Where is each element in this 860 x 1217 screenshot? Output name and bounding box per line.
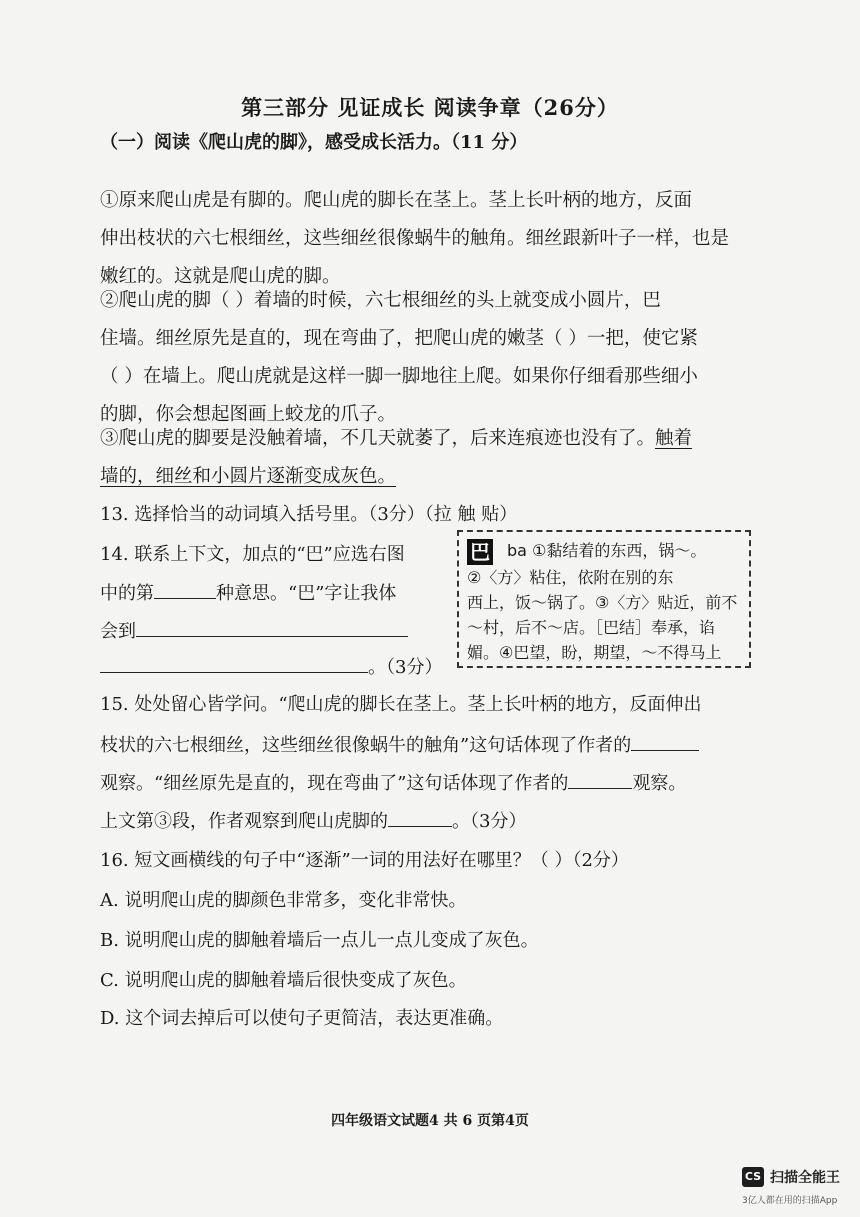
scanner-tagline: 3亿人都在用的扫描App — [742, 1196, 838, 1206]
passage-line: 的脚，你会想起图画上蛟龙的爪子。 — [100, 404, 397, 425]
answer-blank[interactable] — [154, 578, 216, 599]
section-title: 第三部分 见证成长 阅读争章（26分） — [241, 95, 619, 120]
question-15-line-3 — [100, 768, 686, 795]
question-text: 种意思。“巴”字让我体 — [216, 583, 397, 604]
page-footer: 四年级语文试题4 共 6 页第4页 — [331, 1113, 529, 1129]
dictionary-line: 媚。④巴望，盼，期望，～不得马上 — [467, 642, 722, 662]
question-text: 枝状的六七根细丝，这些细丝很像蜗牛的触角”这句话体现了作者的 — [100, 735, 632, 756]
reading-subtitle: （一）阅读《爬山虎的脚》，感受成长活力。（11 分） — [100, 132, 528, 153]
question-16: 16. 短文画横线的句子中“逐渐”一词的用法好在哪里？（ ）（2分） — [100, 850, 629, 871]
option-d[interactable]: D. 这个词去掉后可以使句子更简洁，表达更准确。 — [100, 1008, 504, 1029]
underlined-sentence: 触着 — [655, 428, 693, 449]
passage-line: 住墙。细丝原先是直的，现在弯曲了，把爬山虎的嫩茎（ ）一把，使它紧 — [100, 328, 698, 349]
dictionary-text: ba ①黏结着的东西，锅～。 — [507, 541, 707, 560]
answer-blank[interactable] — [631, 730, 699, 751]
question-text: 。（3分） — [368, 657, 443, 678]
passage-paragraph-3 — [100, 420, 755, 496]
scanner-logo-icon: CS — [742, 1167, 764, 1187]
passage-line — [100, 420, 755, 458]
option-b[interactable]: B. 说明爬山虎的脚触着墙后一点儿一点儿变成了灰色。 — [100, 930, 539, 951]
question-14-line-4 — [100, 652, 442, 679]
passage-line: 嫩红的。这就是爬山虎的脚。 — [100, 266, 341, 287]
dictionary-headword: 巴 — [467, 539, 493, 565]
question-text: 会到 — [100, 621, 136, 642]
passage-paragraph-2 — [100, 282, 755, 434]
dictionary-line — [467, 538, 745, 565]
question-14-line-1: 14. 联系上下文，加点的“巴”应选右图 — [100, 544, 405, 565]
option-c[interactable]: C. 说明爬山虎的脚触着墙后很快变成了灰色。 — [100, 970, 467, 991]
question-15-line-2 — [100, 730, 699, 757]
question-text: 中的第 — [100, 583, 154, 604]
underlined-sentence: 墙的，细丝和小圆片逐渐变成灰色。 — [100, 466, 397, 487]
question-14-line-2 — [100, 578, 396, 605]
answer-blank[interactable] — [568, 768, 632, 789]
option-a[interactable]: A. 说明爬山虎的脚颜色非常多，变化非常快。 — [100, 890, 467, 911]
dictionary-line: ～村，后不～店。［巴结］奉承，谄 — [467, 617, 716, 637]
passage-line: （ ）在墙上。爬山虎就是这样一脚一脚地往上爬。如果你仔细看那些细小 — [100, 366, 698, 387]
passage-line: ②爬山虎的脚（ ）着墙的时候，六七根细丝的头上就变成小圆片，巴 — [100, 290, 661, 311]
answer-blank[interactable] — [136, 616, 408, 637]
question-13: 13. 选择恰当的动词填入括号里。（3分）（拉 触 贴） — [100, 504, 518, 525]
dictionary-entry-box — [457, 530, 751, 668]
question-text: 。（3分） — [452, 811, 527, 832]
dictionary-line: ②〈方〉粘住，依附在别的东 — [467, 567, 674, 587]
question-15-line-4 — [100, 806, 526, 833]
passage-line: 伸出枝状的六七根细丝，这些细丝很像蜗牛的触角。细丝跟新叶子一样，也是 — [100, 228, 730, 249]
question-text: 观察。 — [632, 773, 687, 794]
answer-blank[interactable] — [388, 806, 452, 827]
passage-line: ①原来爬山虎是有脚的。爬山虎的脚长在茎上。茎上长叶柄的地方，反面 — [100, 190, 693, 211]
passage-line — [100, 458, 755, 496]
passage-text: ③爬山虎的脚要是没触着墙，不几天就萎了，后来连痕迹也没有了。 — [100, 428, 656, 449]
scanner-app-name: 扫描全能王 — [770, 1170, 840, 1186]
question-15-line-1: 15. 处处留心皆学问。“爬山虎的脚长在茎上。茎上长叶柄的地方，反面伸出 — [100, 694, 702, 715]
question-text: 上文第③段，作者观察到爬山虎脚的 — [100, 811, 388, 832]
answer-blank[interactable] — [100, 652, 368, 673]
question-14-line-3 — [100, 616, 408, 643]
passage-paragraph-1 — [100, 182, 755, 296]
question-text: 观察。“细丝原先是直的，现在弯曲了”这句话体现了作者的 — [100, 773, 569, 794]
dictionary-line: 西上，饭～锅了。③〈方〉贴近，前不 — [467, 592, 738, 612]
